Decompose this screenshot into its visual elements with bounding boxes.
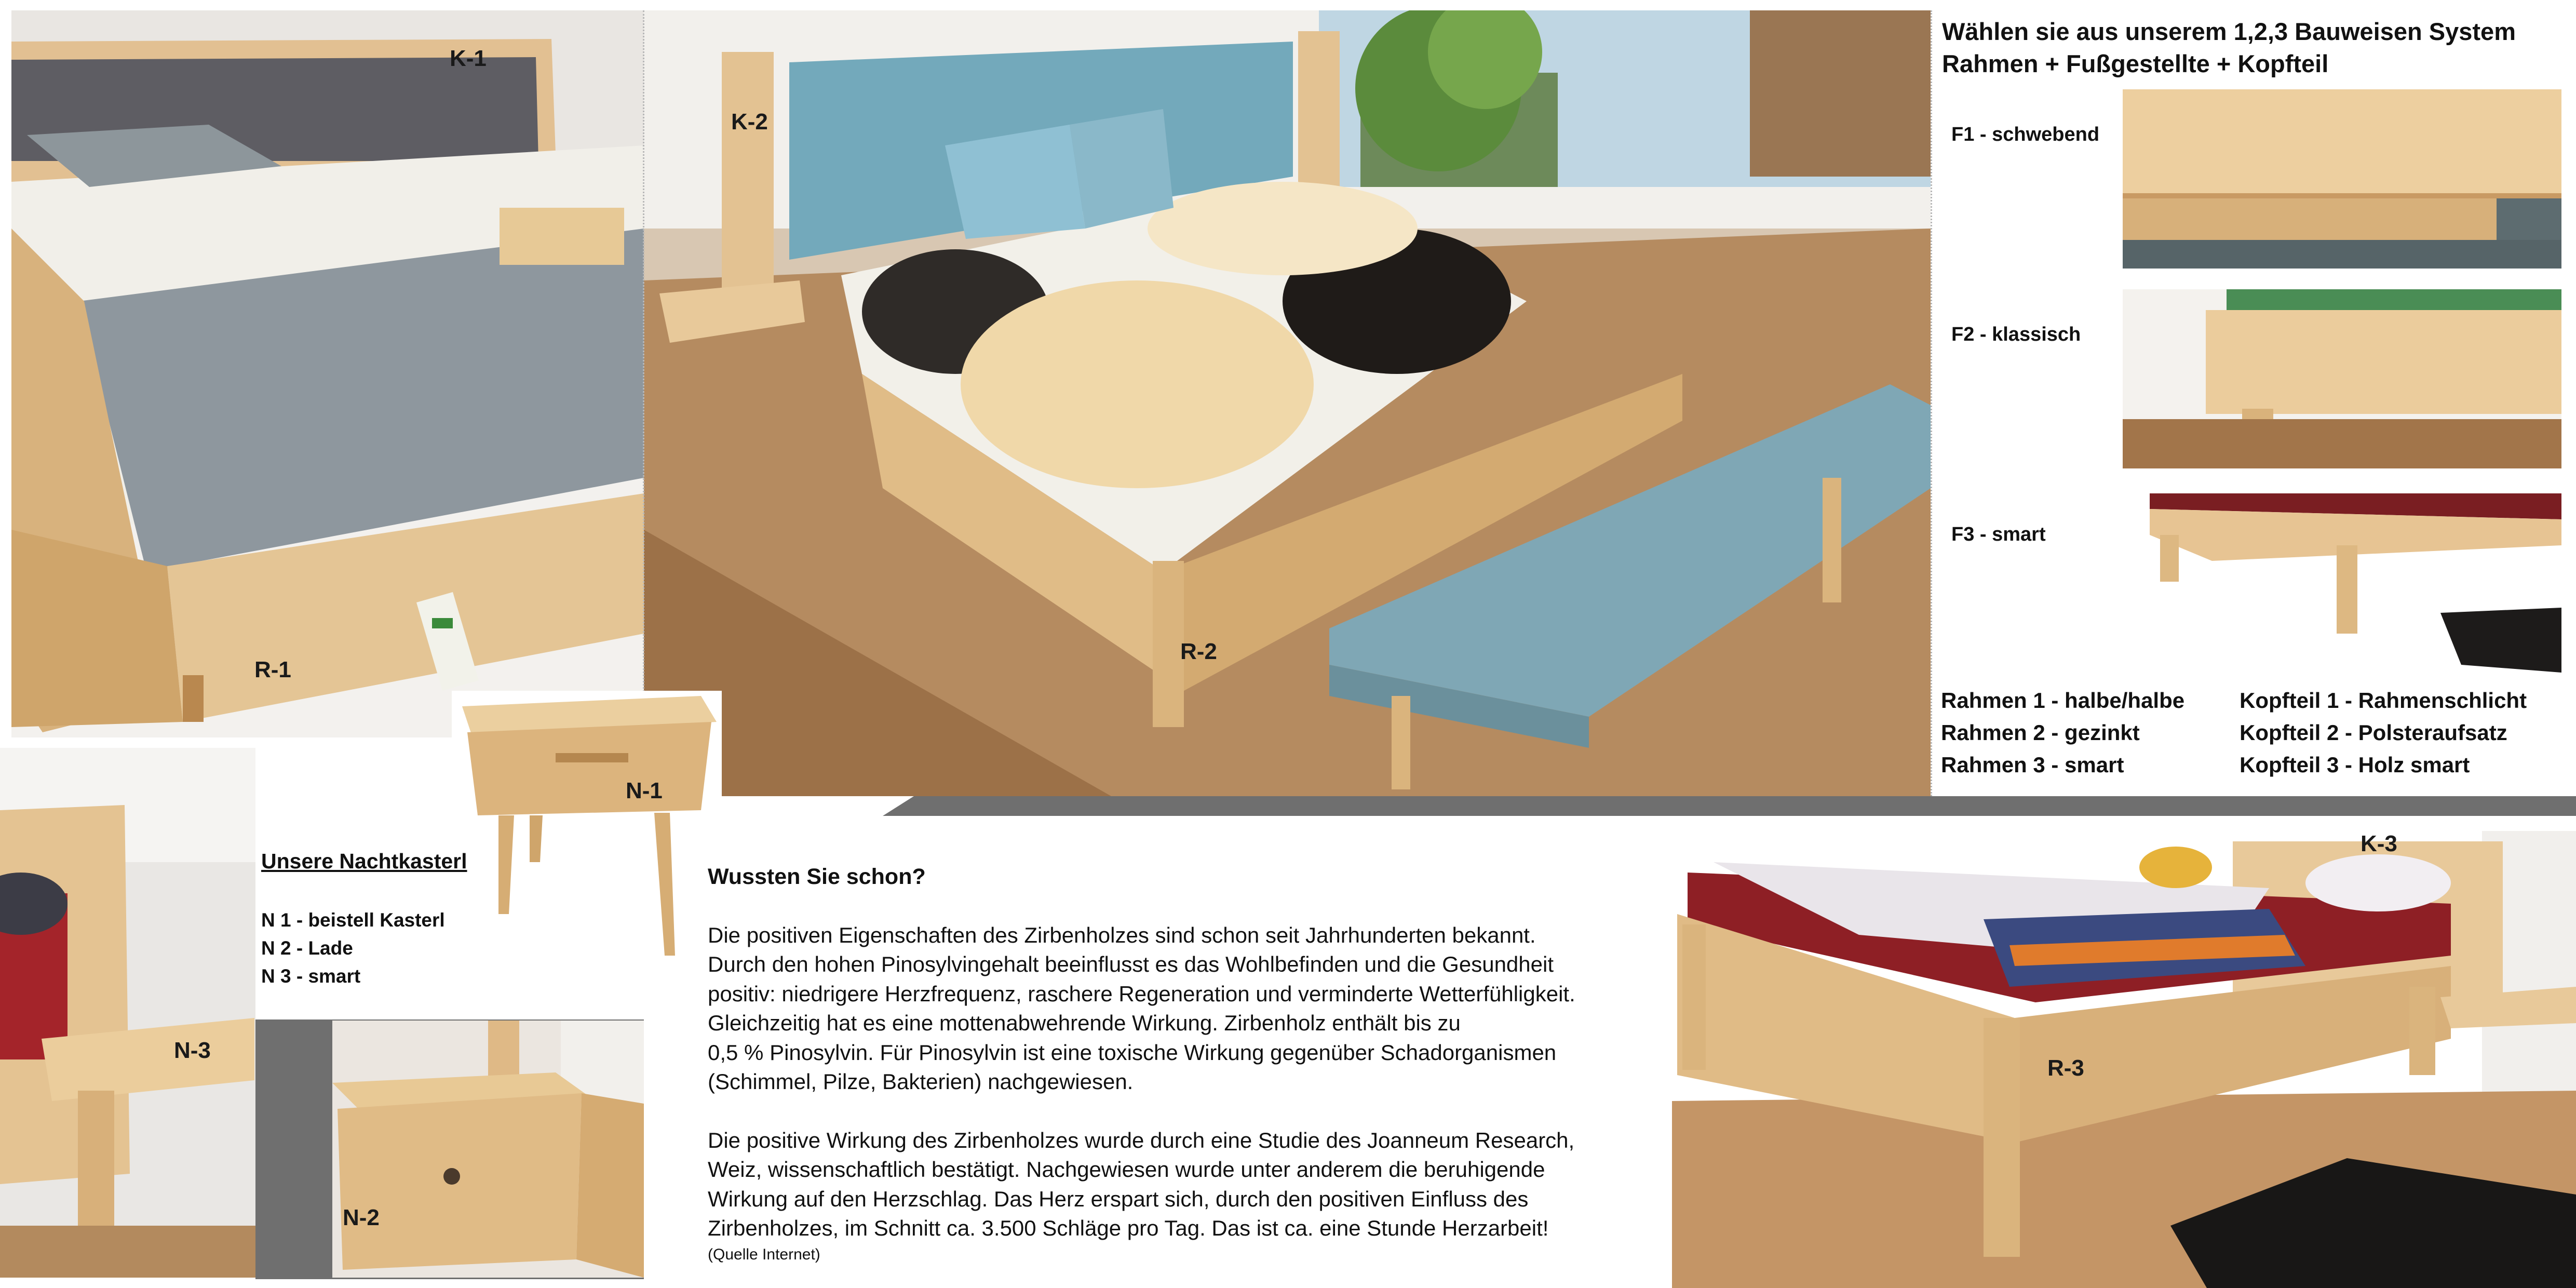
article-para2-line4: Zirbenholzes, im Schnitt ca. 3.500 Schläge pro Tag. Das ist ca. eine Stunde Herzarbeit! (708, 1216, 1549, 1240)
article-para1-line3: positiv: niedrigere Herzfrequenz, raschere Regeneration und verminderte Wetterfühligkeit. (708, 981, 1575, 1006)
photo-nightstand-n2 (332, 1021, 644, 1278)
rahmen-item-1: Rahmen 1 - halbe/halbe (1941, 688, 2185, 713)
photo-nightstand-n1 (452, 691, 722, 961)
photo-foot-f1 (2123, 89, 2561, 269)
nachtkasterl-title: Unsere Nachtkasterl (261, 849, 467, 873)
article-para1-line2: Durch den hohen Pinosylvingehalt beeinflusst es das Wohlbefinden und die Gesundheit (708, 952, 1554, 976)
kopfteil-item-2: Kopfteil 2 - Polsteraufsatz (2240, 720, 2507, 745)
photo-nightstand-n3 (0, 748, 255, 1278)
label-k1: K-1 (450, 46, 487, 71)
article-para2-line3: Wirkung auf den Herzschlag. Das Herz erspart sich, durch den positiven Einfluss des (708, 1186, 1529, 1211)
system-title-line1: Wählen sie aus unserem 1,2,3 Bauweisen System (1942, 18, 2516, 45)
article-para1-line4: Gleichzeitig hat es eine mottenabwehrende Wirkung. Zirbenholz enthält bis zu (708, 1011, 1461, 1035)
label-k3: K-3 (2361, 831, 2397, 856)
label-n2: N-2 (343, 1205, 380, 1230)
article-para1-line5: 0,5 % Pinosylvin. Für Pinosylvin ist eine toxische Wirkung gegenüber Schadorganismen (708, 1040, 1557, 1065)
label-n1: N-1 (626, 778, 663, 803)
kopfteil-list (2240, 685, 2527, 781)
label-r2: R-2 (1180, 639, 1217, 664)
nachtkasterl-item-1: N 1 - beistell Kasterl (261, 909, 445, 931)
article-para2-line2: Weiz, wissenschaftlich bestätigt. Nachgewiesen wurde unter anderem die beruhigende (708, 1157, 1545, 1182)
photo-foot-f3 (2150, 488, 2561, 673)
foot-label-f1: F1 - schwebend (1951, 124, 2100, 145)
photo-bed-k3-r3 (1672, 831, 2576, 1288)
gray-band (914, 796, 2576, 816)
nachtkasterl-item-3: N 3 - smart (261, 965, 361, 987)
rahmen-list (1941, 685, 2184, 781)
article-question: Wussten Sie schon? (708, 864, 926, 889)
rahmen-item-2: Rahmen 2 - gezinkt (1941, 720, 2140, 745)
band-wedge (883, 796, 945, 816)
article (708, 862, 1684, 1266)
foot-label-f3: F3 - smart (1951, 524, 2046, 545)
kopfteil-item-3: Kopfteil 3 - Holz smart (2240, 753, 2470, 777)
photo-bed-k1-r1 (11, 10, 644, 737)
separator-right (1931, 10, 1932, 796)
article-para2-line1: Die positive Wirkung des Zirbenholzes wurde durch eine Studie des Joanneum Research, (708, 1128, 1575, 1152)
label-r1: R-1 (254, 657, 291, 682)
kopfteil-item-1: Kopfteil 1 - Rahmenschlicht (2240, 688, 2527, 713)
foot-label-f2: F2 - klassisch (1951, 324, 2081, 345)
system-title-line2: Rahmen + Fußgestellte + Kopfteil (1942, 50, 2329, 77)
nachtkasterl-list (261, 906, 445, 990)
article-para1-line6: (Schimmel, Pilze, Bakterien) nachgewiesen. (708, 1069, 1134, 1094)
separator-left (643, 10, 644, 748)
nachtkasterl-item-2: N 2 - Lade (261, 937, 353, 959)
label-n3: N-3 (174, 1038, 211, 1063)
article-para1-line1: Die positiven Eigenschaften des Zirbenholzes sind schon seit Jahrhunderten bekannt. (708, 922, 1536, 947)
article-source: (Quelle Internet) (708, 1245, 820, 1263)
rahmen-item-3: Rahmen 3 - smart (1941, 753, 2124, 777)
label-k2: K-2 (731, 109, 768, 135)
system-title (1942, 16, 2570, 80)
photo-foot-f2 (2123, 289, 2561, 468)
label-r3: R-3 (2047, 1055, 2084, 1081)
photo-bed-k2-r2 (644, 10, 1931, 796)
